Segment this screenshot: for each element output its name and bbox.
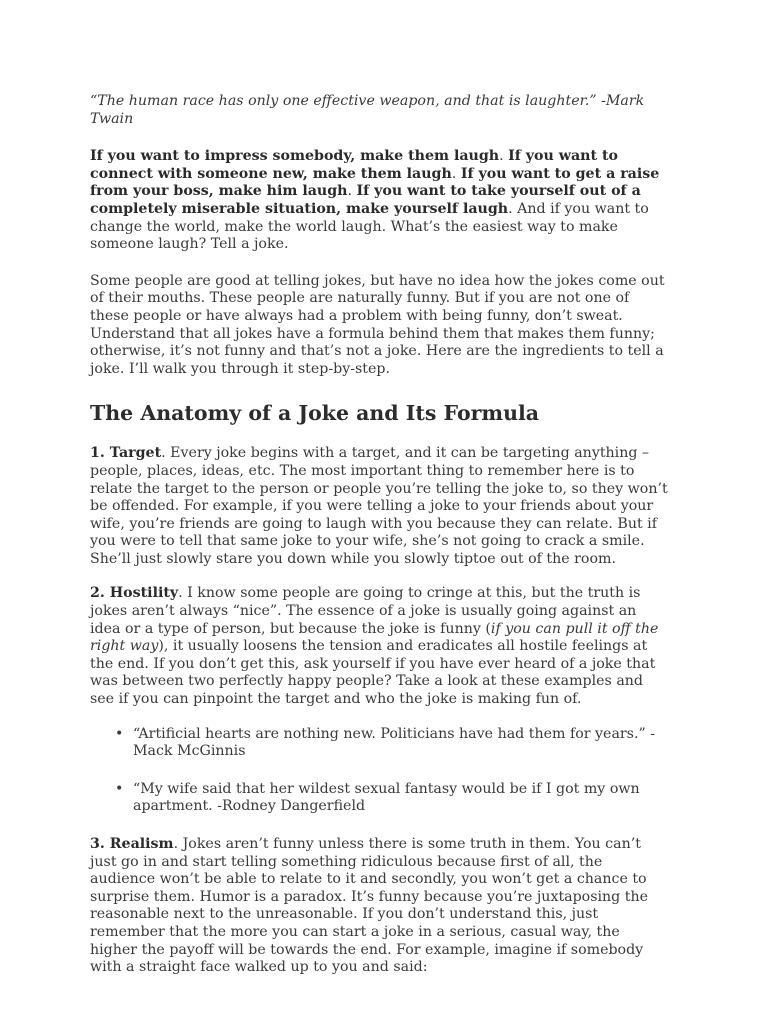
intro-bold-4: If you want to take yourself out of a completely miserable situation, make yourself laugh [90,183,641,217]
intro-bold-2: If you want to connect with someone new, make them laugh [90,148,618,182]
section-text: Every joke begins with a target, and it can be targeting anything – people, places, ideas, etc. The most important thing to remember here is to relate the target to the person or people you’re telling the joke to, so they won’t be offended. For example, if you were telling a joke to your friends about your wife, you’re friends are going to laugh with you because they can relate. But if you were to tell that same joke to your wife, she’s not going to crack a smile. She’ll just slowly stare you down while you slowly tiptoe out of the room. [90,445,668,567]
section-text-a: I know some people are going to cringe at this, but the truth is jokes aren’t always “nice”. The essence of a joke is usually going against an idea or a type of person, but because the joke is funny ( [90,585,641,637]
list-item-text: “My wife said that her wildest sexual fantasy would be if I got my own apartment. -Rodney Dangerfield [133,780,640,815]
section-heading: The Anatomy of a Joke and Its Formula [90,401,540,426]
section-hostility: 2. Hostility. I know some people are going to cringe at this, but the truth is jokes aren’t always “nice”. The essence of a joke is usually going against an idea or a type of person, but because the joke is funny (if you can pull it off the right way), it usually loosens the tension and eradicates all hostile feelings at the end. If you don’t get this, ask yourself if you have ever heard of a joke that was between two perfectly happy people? Take a look at these examples and see if you can pinpoint the target and who the joke is making fun of. [90,585,659,708]
section-number: 3. [90,836,105,852]
body-paragraph: Some people are good at telling jokes, but have no idea how the jokes come out of their mouths. These people are naturally funny. But if you are not one of these people or have always had a problem with being funny, don’t sweat. Understand that all jokes have a formula behind them that makes them funny; otherwise, it’s not funny and that’s not a joke. Here are the ingredients to tell a joke. I’ll walk you through it step-by-step. [90,272,665,377]
opening-quote: “The human race has only one effective weapon, and that is laughter.” -Mark Twain [90,93,645,127]
intro-bold-1: If you want to impress somebody, make them laugh [90,148,500,165]
list-item [90,726,670,761]
list-item-text: “Artificial hearts are nothing new. Politicians have had them for years.” -Mack McGinnis [133,725,656,760]
examples-list [90,726,670,816]
list-item [90,781,670,816]
section-title: Target [109,445,162,462]
section-title: Realism [109,836,174,852]
section-number: 2. [90,585,105,602]
section-target: 1. Target. Every joke begins with a target, and it can be targeting anything – people, places, ideas, etc. The most important thing to remember here is to relate the target to the person or people you’re telling the joke to, so they won’t be offended. For example, if you were telling a joke to your friends about your wife, you’re friends are going to laugh with you because they can relate. But if you were to tell that same joke to your wife, she’s not going to crack a smile. She’ll just slowly stare you down while you slowly tiptoe out of the room. [90,445,668,567]
section-text-italic: if you can pull it off the right way [90,620,659,655]
intro-paragraph: If you want to impress somebody, make them laugh. If you want to connect with someone new, make them laugh. If you want to get a raise from your boss, make him laugh. If you want to take yourself out of a completely miserable situation, make yourself laugh. And if you want to change the world, make the world laugh. What’s the easiest way to make someone laugh? Tell a joke. [90,148,660,253]
article-body [90,93,670,994]
section-text: Jokes aren’t funny unless there is some truth in them. You can’t just go in and start telling something ridiculous because first of all, the audience won’t be able to relate to it and secondly, you won’t get a chance to surprise them. Humor is a paradox. It’s funny because you’re juxtaposing the reasonable next to the unreasonable. If you don’t understand this, just remember that the more you can start a joke in a serious, casual way, the higher the payoff will be towards the end. For example, imagine if somebody with a straight face walked up to you and said: [90,836,649,976]
intro-rest: And if you want to change the world, make the world laugh. What’s the easiest way to make someone laugh? Tell a joke. [90,200,649,253]
section-title: Hostility [109,585,179,602]
bullet-icon: • [115,780,124,797]
bullet-icon: • [115,725,124,742]
section-realism: 3. Realism. Jokes aren’t funny unless there is some truth in them. You can’t just go in and start telling something ridiculous because first of all, the audience won’t be able to relate to it and secondly, you won’t get a chance to surprise them. Humor is a paradox. It’s funny because you’re juxtaposing the reasonable next to the unreasonable. If you don’t understand this, just remember that the more you can start a joke in a serious, casual way, the higher the payoff will be towards the end. For example, imagine if somebody with a straight face walked up to you and said: [90,836,649,976]
section-number: 1. [90,445,105,462]
section-text-b: ), it usually loosens the tension and eradicates all hostile feelings at the end. If you don’t get this, ask yourself if you have ever heard of a joke that was between two perfectly happy people? Take a look at these examples and see if you can pinpoint the target and who the joke is making fun of. [90,638,656,708]
intro-bold-3: If you want to get a raise from your boss, make him laugh [90,165,660,200]
